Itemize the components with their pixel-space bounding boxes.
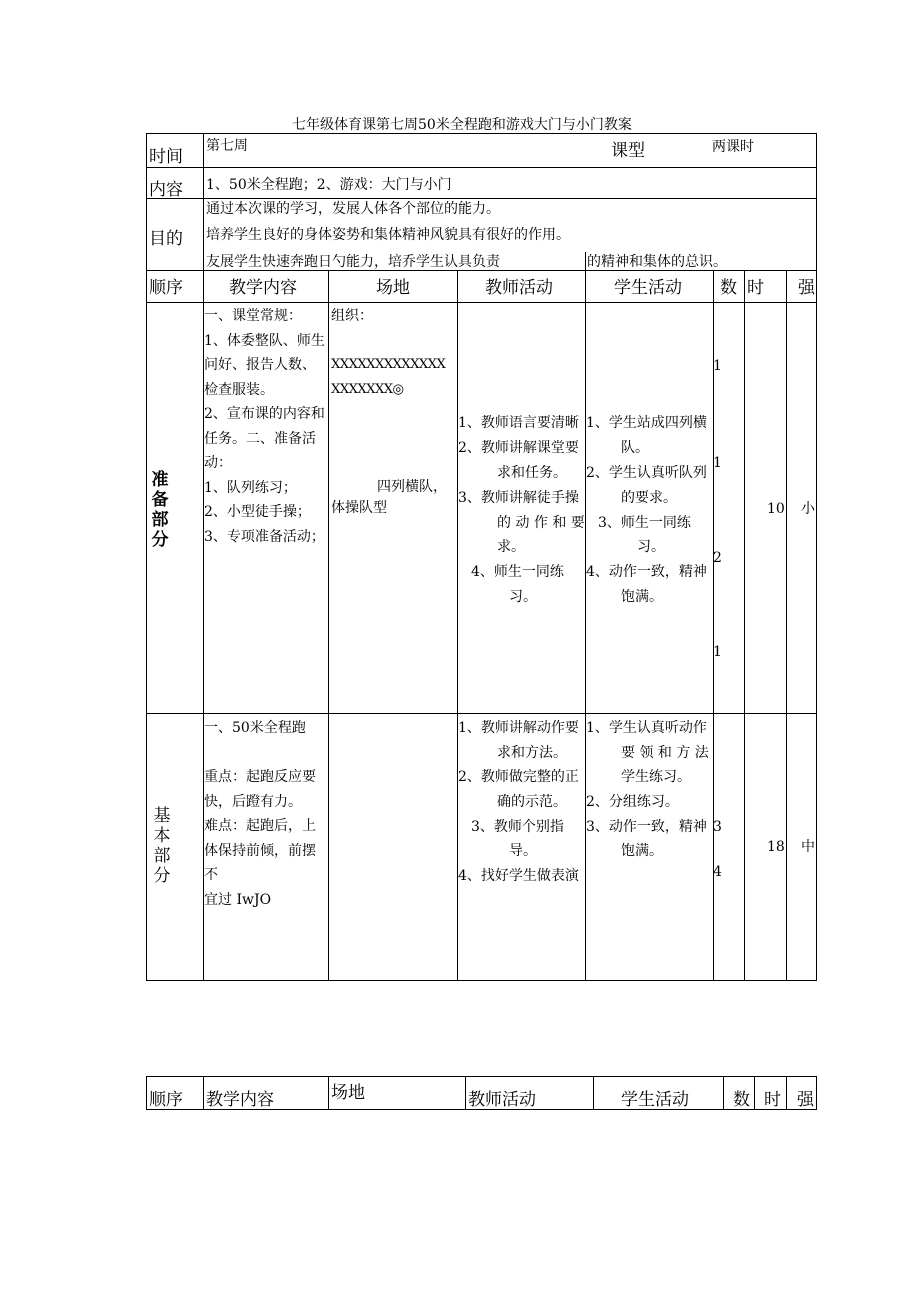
col-student: 学生活动 [614,278,682,298]
footer-col-count: 数 [733,1090,750,1110]
footer-col-student: 学生活动 [621,1090,689,1110]
basic-student-5: 3、动作一致，精神 [586,819,707,835]
prep-student-7: 4、动作一致，精神 [586,564,707,580]
prep-venue-org: 组织： [331,308,373,324]
basic-student-2: 要 领 和 方 法 [621,745,709,761]
prep-venue-mid: 四列横队， [377,479,447,495]
prep-student-8: 饱满。 [621,589,663,605]
basic-content: 重点：起跑反应要快，后蹬有力。 难点：起跑后，上体保持前倾，前摆不 宜过 IwJO [204,769,316,908]
goal-line-1: 通过本次课的学习，发展人体各个部位的能力。 [206,201,500,217]
prep-teacher-1: 1、教师语言要清晰 [458,415,579,431]
goal-line-4: 的精神和集体的总识。 [587,254,727,270]
prep-count-4: 1 [713,644,722,660]
basic-count-1: 3 [713,819,722,835]
prep-time: 10 [767,501,785,517]
basic-intensity: 中 [801,839,815,855]
prep-venue-formation-2: XXXXXXX◎ [331,382,404,397]
col-count: 数 [720,278,737,298]
time-value: 第七周 [206,138,248,154]
basic-student-3: 学生练习。 [621,769,691,785]
col-order: 顺序 [149,278,183,298]
basic-time: 18 [767,839,785,855]
prep-student-3: 2、学生认真听队列 [586,465,707,481]
prep-count-3: 2 [713,550,722,566]
footer-col-order: 顺序 [149,1090,183,1110]
basic-teacher-3: 2、教师做完整的正 [458,769,579,785]
prep-teacher-2: 2、教师讲解课堂要 [458,440,579,456]
col-content: 教学内容 [229,278,297,298]
footer-col-intensity: 强 [797,1090,814,1110]
basic-teacher-5: 3、教师个别指 [471,819,564,835]
prep-teacher-4: 3、教师讲解徒手操 [458,490,579,506]
goal-line-2: 培养学生良好的身体姿势和集体精神风貌具有很好的作用。 [206,227,570,243]
prep-content: 一、课堂常规： 1、体委整队、师生问好、报告人数、检查服装。 2、宣布课的内容和任务。二、准备活动： 1、队列练习； 2、小型徒手操； 3、专项准备活动； [204,308,325,545]
goal-line-3: 友展学生快速奔跑日勺能力，培乔学生认具负责 [206,254,500,270]
prep-student-5: 3、师生一同练 [598,515,691,531]
col-venue: 场地 [376,278,410,298]
basic-teacher-4: 确的示范。 [497,794,567,810]
lesson-type-value: 两课时 [712,139,754,155]
basic-teacher-2: 求和方法。 [497,745,567,761]
prep-intensity: 小 [801,501,815,517]
basic-teacher-6: 导。 [509,843,537,859]
prep-student-2: 队。 [621,440,649,456]
content-value: 1、50米全程跑；2、游戏：大门与小门 [206,177,452,193]
prep-teacher-3: 求和任务。 [497,465,567,481]
prep-student-6: 习。 [637,539,665,555]
lesson-type-label: 课型 [611,141,645,161]
basic-student-4: 2、分组练习。 [586,794,679,810]
basic-section-label: 基本部分 [153,806,171,886]
prep-teacher-7: 4、师生一同练 [471,564,564,580]
col-time: 时 [747,278,764,298]
footer-col-teacher: 教师活动 [468,1090,536,1110]
prep-venue-bot: 体操队型 [331,500,387,516]
col-intensity: 强 [798,278,815,298]
prep-student-1: 1、学生站成四列横 [586,415,707,431]
prep-section-label: 准备部分 [151,470,169,550]
footer-col-venue: 场地 [331,1083,365,1103]
prep-teacher-6: 求。 [497,539,525,555]
time-label: 时间 [149,147,183,167]
footer-col-content: 教学内容 [206,1090,274,1110]
col-teacher: 教师活动 [485,278,553,298]
basic-content-title: 一、50米全程跑 [204,720,306,736]
footer-col-time: 时 [764,1090,781,1110]
prep-teacher-8: 习。 [509,589,537,605]
prep-student-4: 的要求。 [621,490,677,506]
basic-student-6: 饱满。 [621,843,663,859]
content-label: 内容 [149,180,183,200]
basic-student-1: 1、学生认真听动作 [586,720,707,736]
prep-venue-formation-1: XXXXXXXXXXXXX [331,357,446,372]
prep-teacher-5: 的 动 作 和 要 [497,515,585,531]
basic-teacher-7: 4、找好学生做表演 [458,868,579,884]
document-title: 七年级体育课第七周50米全程跑和游戏大门与小门教案 [292,117,632,133]
goal-label: 目的 [149,229,183,249]
basic-teacher-1: 1、教师讲解动作要 [458,720,579,736]
prep-count-1: 1 [713,358,722,374]
prep-count-2: 1 [713,455,722,471]
basic-count-2: 4 [713,864,722,880]
